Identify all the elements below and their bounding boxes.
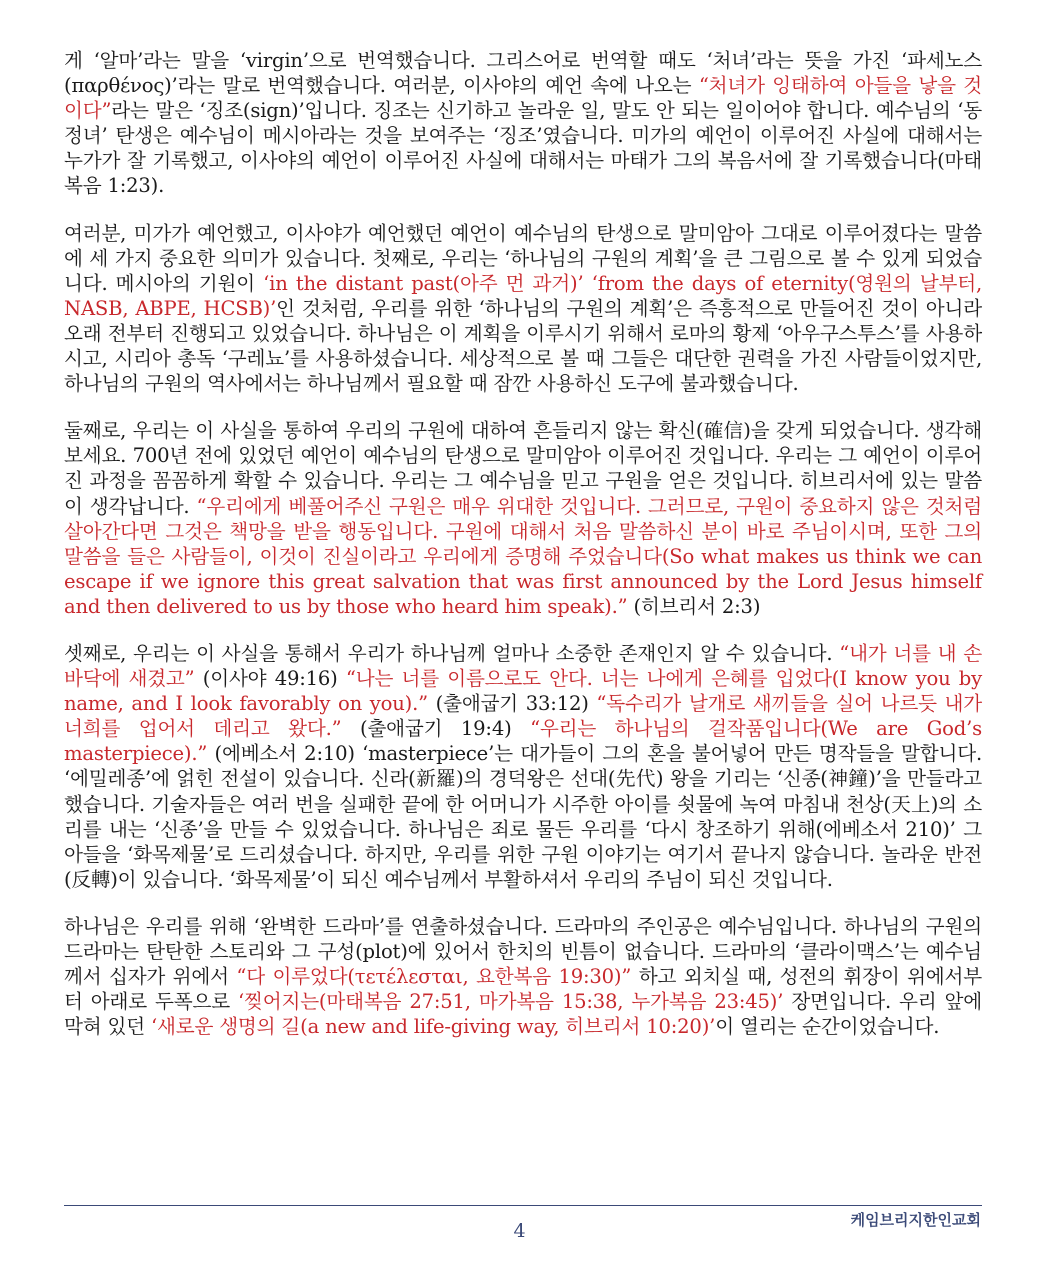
footer-rule — [64, 1205, 982, 1206]
scripture-quote: ‘in the distant past(아주 먼 과거)’ ‘from the days of eternity(영원의 날부터, NASB, ABPE, HCSB)’ — [64, 271, 982, 320]
scripture-quote: “처녀가 잉태하여 아들을 낳을 것이다” — [64, 74, 982, 123]
paragraph — [64, 221, 982, 397]
body-text: (출애굽기 19:4) — [341, 717, 531, 741]
paragraph — [64, 418, 982, 619]
body-text: 인 것처럼, 우리를 위한 ‘하나님의 구원의 계획’은 즉흥적으로 만들어진 것이 아니라 오래 전부터 진행되고 있었습니다. 하나님은 이 계획을 이루시기 위해서 로마의 황제 ‘아우구스투스’를 사용하시고, 시리아 총독 ‘구레뇨’를 사용하셨습니다. 세상적으로 볼 때 그들은 대단한 권력을 가진 사람들이었지만, 하나님의 구원의 역사에서는 하나님께서 필요할 때 잠깐 사용하신 도구에 불과했습니다. — [64, 296, 982, 396]
body-text: (히브리서 2:3) — [627, 594, 761, 618]
scripture-quote: ‘새로운 생명의 길(a new and life-giving way, 히브리서 10:20)’ — [150, 1015, 716, 1039]
church-name: 케임브리지한인교회 — [850, 1211, 981, 1229]
scripture-quote: “다 이루었다(τετέλεσται, 요한복음 19:30)” — [236, 965, 632, 989]
paragraph — [64, 641, 982, 892]
body-text: (에베소서 2:10) ‘masterpiece’는 대가들이 그의 혼을 불어넣어 만든 명작들을 말합니다. ‘에밀레종’에 얽힌 전설이 있습니다. 신라(新羅)의 경덕왕은 선대(先代) 왕을 기리는 ‘신종(神鐘)’을 만들라고 했습니다. 기술자들은 여러 번을 실패한 끝에 한 어머니가 시주한 아이를 쇳물에 녹여 마침내 천상(天上)의 소리를 내는 ‘신종’을 만들 수 있었습니다. 하나님은 죄로 물든 우리를 ‘다시 창조하기 위해(에베소서 210)’ 그 아들을 ‘화목제물’로 드리셨습니다. 하지만, 우리를 위한 구원 이야기는 여기서 끝나지 않습니다. 놀라운 반전(反轉)이 있습니다. ‘화목제물’이 되신 예수님께서 부활하셔서 우리의 주님이 되신 것입니다. — [64, 742, 982, 891]
body-text: 하나님은 우리를 위해 ‘완벽한 드라마’를 연출하셨습니다. 드라마의 주인공은 예수님입니다. 하나님의 구원의 드라마는 탄탄한 스토리와 그 구성(plot)에 있어서 한치의 빈틈이 없습니다. 드라마의 ‘클라이맥스’는 예수님께서 십자가 위에서 — [64, 914, 982, 989]
scripture-quote: “독수리가 날개로 새끼들을 실어 나르듯 내가 너희를 업어서 데리고 왔다.” — [64, 692, 982, 741]
scripture-quote: “우리에게 베풀어주신 구원은 매우 위대한 것입니다. 그러므로, 구원이 중요하지 않은 것처럼 살아간다면 그것은 책망을 받을 행동입니다. 구원에 대해서 처음 말씀하신 분이 바로 주님이시며, 또한 그의 말씀을 들은 사람들이, 이것이 진실이라고 우리에게 증명해 주었습니다(So what makes us think we can escape if we ignore this great salvation that was first announced by the Lord Jesus himself and then delivered to us by those who heard him speak).” — [64, 494, 982, 618]
body-text: (출애굽기 33:12) — [427, 692, 597, 716]
body-text: 이 열리는 순간이었습니다. — [715, 1015, 940, 1039]
page-number: 4 — [513, 1220, 526, 1242]
document-body — [64, 48, 982, 1061]
body-text: 장면입니다. 우리 앞에 막혀 있던 — [64, 990, 983, 1039]
body-text: 하고 외치실 때, 성전의 휘장이 위에서부터 아래로 두폭으로 — [64, 965, 982, 1014]
body-text: (이사야 49:16) — [194, 667, 346, 691]
scripture-quote: “우리는 하나님의 걸작품입니다(We are God’s masterpiece).” — [64, 717, 982, 766]
paragraph — [64, 48, 982, 199]
body-text: 게 ‘알마’라는 말을 ‘virgin’으로 번역했습니다. 그리스어로 번역할 때도 ‘처녀’라는 뜻을 가진 ‘파세노스(παρθένος)’라는 말로 번역했습니다. 여러분, 이사야의 예언 속에 나오는 — [64, 49, 982, 98]
body-text: 여러분, 미가가 예언했고, 이사야가 예언했던 예언이 예수님의 탄생으로 말미암아 그대로 이루어졌다는 말씀에 세 가지 중요한 의미가 있습니다. 첫째로, 우리는 ‘하나님의 구원의 계획’을 큰 그림으로 볼 수 있게 되었습니다. 메시아의 기원이 — [64, 221, 982, 295]
scripture-quote: “내가 너를 내 손바닥에 새겼고” — [64, 641, 982, 691]
paragraph — [64, 914, 982, 1039]
body-text: 셋째로, 우리는 이 사실을 통해서 우리가 하나님께 얼마나 소중한 존재인지 알 수 있습니다. — [64, 641, 840, 665]
body-text: 라는 말은 ‘징조(sign)’입니다. 징조는 신기하고 놀라운 일, 말도 안 되는 일이어야 합니다. 예수님의 ‘동정녀’ 탄생은 예수님이 메시아라는 것을 보여주는 ‘징조’였습니다. 미가의 예언이 이루어진 사실에 대해서는 누가가 잘 기록했고, 이사야의 예언이 이루어진 사실에 대해서는 마태가 그의 복음서에 잘 기록했습니다(마태복음 1:23). — [64, 99, 982, 198]
scripture-quote: “나는 너를 이름으로도 안다. 너는 나에게 은혜를 입었다(I know you by name, and I look favorably on you).” — [64, 667, 983, 716]
body-text: 둘째로, 우리는 이 사실을 통하여 우리의 구원에 대하여 흔들리지 않는 확신(確信)을 갖게 되었습니다. 생각해 보세요. 700년 전에 있었던 예언이 예수님의 탄생으로 말미암아 이루어진 것입니다. 우리는 그 예언이 이루어진 과정을 꼼꼼하게 확할 수 있습니다. 우리는 그 예수님을 믿고 구원을 얻은 것입니다. 히브리서에 있는 말씀이 생각납니다. — [64, 419, 982, 518]
scripture-quote: ‘찢어지는(마태복음 27:51, 마가복음 15:38, 누가복음 23:45)’ — [237, 990, 784, 1014]
